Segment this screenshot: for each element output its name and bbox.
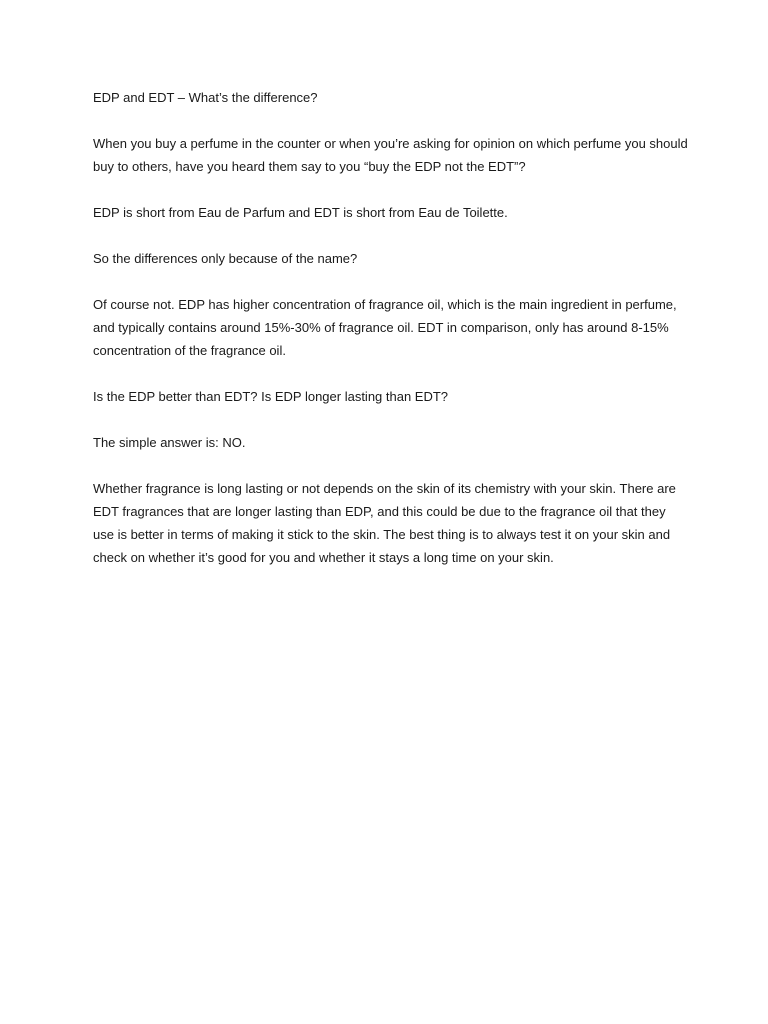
paragraph-name-question: So the differences only because of the name? (93, 251, 358, 266)
document-body (93, 86, 688, 592)
document-heading: EDP and EDT – What’s the difference? (93, 90, 318, 105)
paragraph-simple-answer: The simple answer is: NO. (93, 435, 246, 450)
paragraph-skin-chemistry: Whether fragrance is long lasting or not depends on the skin of its chemistry with your skin. There are EDT fragrances that are longer lasting than EDP, and this could be due to the fragrance oil that they use is better in terms of making it stick to the skin. The best thing is to always test it on your skin and check on whether it’s good for you and whether it stays a long time on your skin. (93, 481, 676, 565)
paragraph-concentration: Of course not. EDP has higher concentration of fragrance oil, which is the main ingredient in perfume, and typically contains around 15%-30% of fragrance oil. EDT in comparison, only has around 8-15% concentration of the fragrance oil. (93, 297, 677, 358)
paragraph-definitions: EDP is short from Eau de Parfum and EDT is short from Eau de Toilette. (93, 205, 508, 220)
paragraph-better-question: Is the EDP better than EDT? Is EDP longer lasting than EDT? (93, 389, 449, 404)
paragraph-counter-advice: When you buy a perfume in the counter or when you’re asking for opinion on which perfume you should buy to others, have you heard them say to you “buy the EDP not the EDT”? (93, 136, 688, 174)
